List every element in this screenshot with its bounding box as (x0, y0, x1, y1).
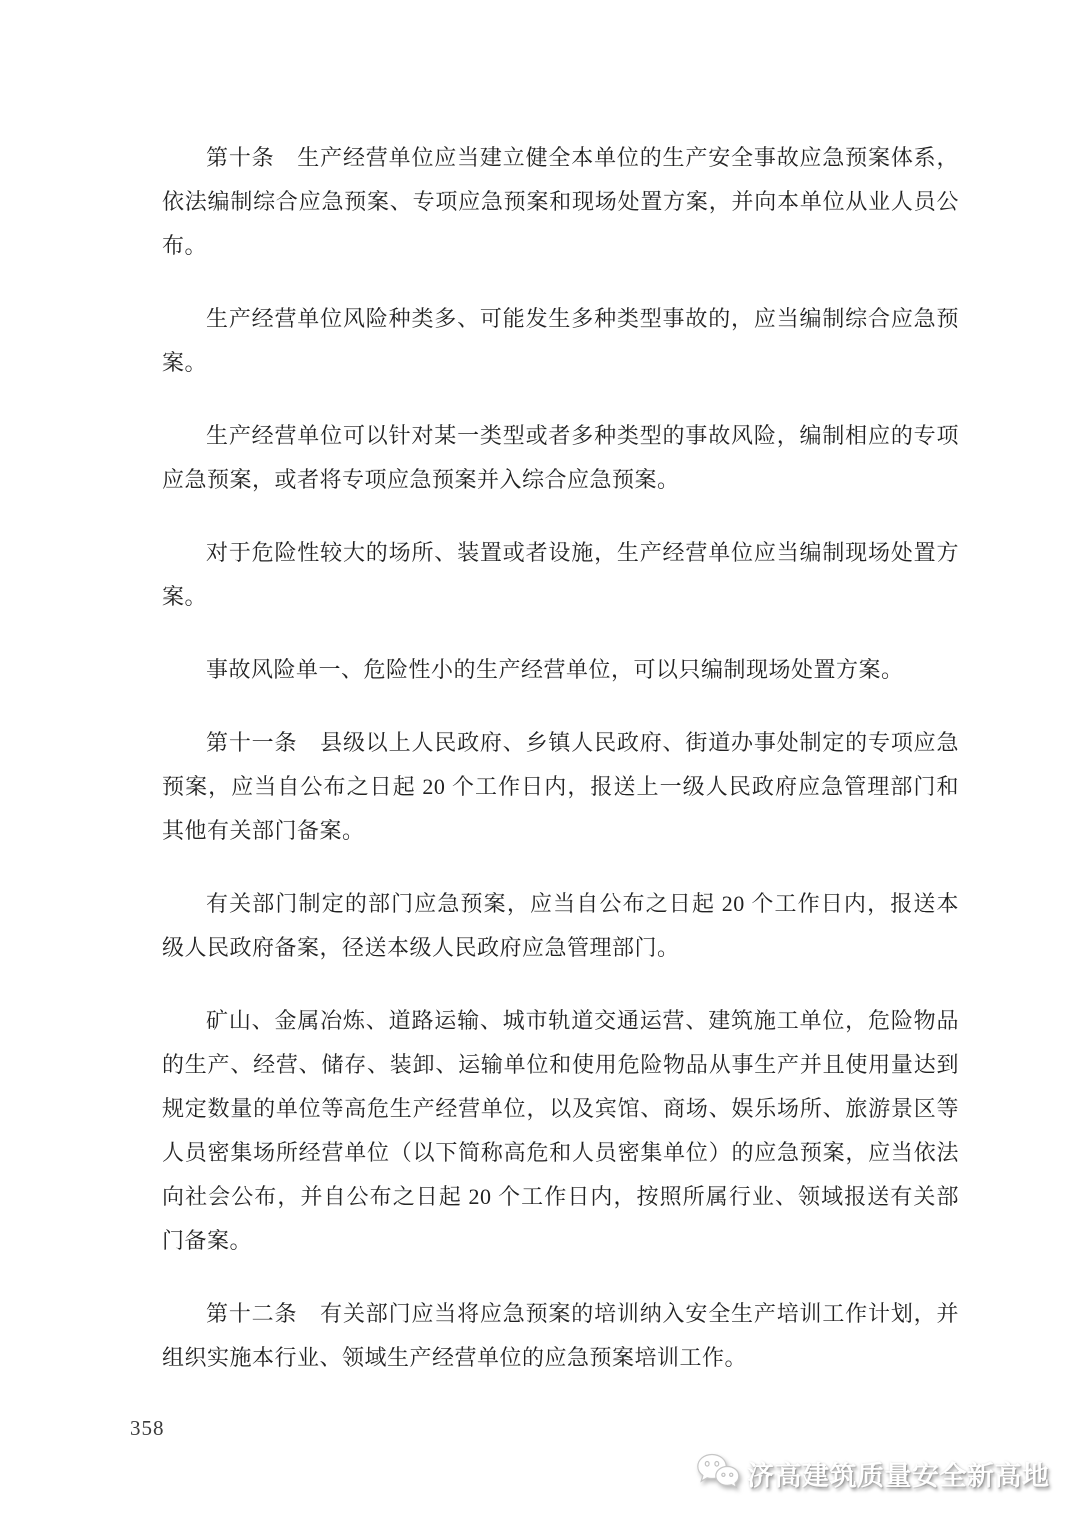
document-paragraph: 有关部门制定的部门应急预案，应当自公布之日起 20 个工作日内，报送本级人民政府备案，径送本级人民政府应急管理部门。 (162, 891, 959, 960)
watermark (696, 1450, 1050, 1496)
document-paragraph-article-12: 第十二条 有关部门应当将应急预案的培训纳入安全生产培训工作计划，并组织实施本行业、领域生产经营单位的应急预案培训工作。 (162, 1301, 959, 1370)
wechat-icon (696, 1452, 740, 1494)
document-paragraph: 生产经营单位风险种类多、可能发生多种类型事故的，应当编制综合应急预案。 (162, 306, 959, 375)
document-paragraph-article-10: 第十条 生产经营单位应当建立健全本单位的生产安全事故应急预案体系，依法编制综合应急预案、专项应急预案和现场处置方案，并向本单位从业人员公布。 (162, 145, 959, 258)
watermark-text: 济高建筑质量安全新高地 (747, 1460, 1050, 1491)
page-number: 358 (130, 1416, 165, 1440)
document-body (162, 136, 959, 1409)
document-paragraph: 事故风险单一、危险性小的生产经营单位，可以只编制现场处置方案。 (206, 657, 904, 682)
document-paragraph: 对于危险性较大的场所、装置或者设施，生产经营单位应当编制现场处置方案。 (162, 540, 959, 609)
document-paragraph-article-11: 第十一条 县级以上人民政府、乡镇人民政府、街道办事处制定的专项应急预案，应当自公布之日起 20 个工作日内，报送上一级人民政府应急管理部门和其他有关部门备案。 (162, 730, 959, 843)
document-paragraph: 矿山、金属冶炼、道路运输、城市轨道交通运营、建筑施工单位，危险物品的生产、经营、储存、装卸、运输单位和使用危险物品从事生产并且使用量达到规定数量的单位等高危生产经营单位，以及宾馆、商场、娱乐场所、旅游景区等人员密集场所经营单位（以下简称高危和人员密集单位）的应急预案，应当依法向社会公布，并自公布之日起 20 个工作日内，按照所属行业、领域报送有关部门备案。 (162, 1008, 959, 1253)
document-paragraph: 生产经营单位可以针对某一类型或者多种类型的事故风险，编制相应的专项应急预案，或者将专项应急预案并入综合应急预案。 (162, 423, 959, 492)
